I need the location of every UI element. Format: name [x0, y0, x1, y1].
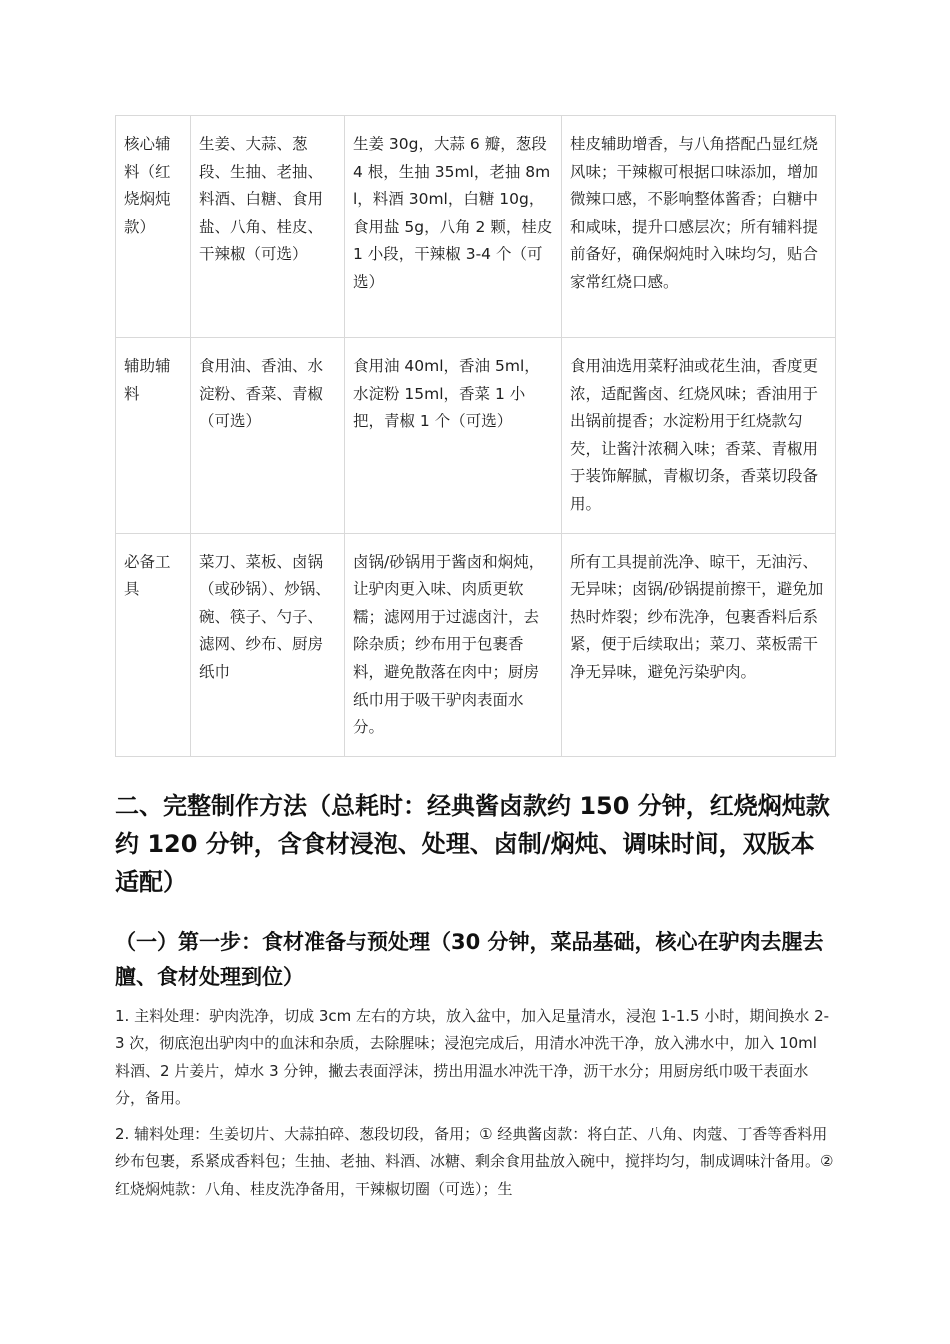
category-cell: 必备工具 [116, 533, 191, 756]
category-cell: 核心辅料（红烧焖炖款） [116, 116, 191, 338]
amounts-cell: 食用油 40ml，香油 5ml，水淀粉 15ml，香菜 1 小把，青椒 1 个（可选） [345, 338, 562, 534]
paragraph-auxiliary-ingredient: 2. 辅料处理：生姜切片、大蒜拍碎、葱段切段，备用；① 经典酱卤款：将白芷、八角、肉蔻、丁香等香料用纱布包裹，系紧成香料包；生抽、老抽、料酒、冰糖、剩余食用盐放入碗中，搅拌均匀，制成调味汁备用。② 红烧焖炖款：八角、桂皮洗净备用，干辣椒切圈（可选）；生 [115, 1124, 834, 1198]
table-row [116, 533, 836, 756]
ingredients-table [115, 115, 836, 757]
subsection-heading: （一）第一步：食材准备与预处理（30 分钟，菜品基础，核心在驴肉去腥去膻、食材处理到位） [115, 929, 824, 989]
items-cell: 菜刀、菜板、卤锅（或砂锅）、炒锅、碗、筷子、勺子、滤网、纱布、厨房纸巾 [191, 533, 345, 756]
amounts-cell: 卤锅/砂锅用于酱卤和焖炖，让驴肉更入味、肉质更软糯；滤网用于过滤卤汁，去除杂质；纱布用于包裹香料，避免散落在肉中；厨房纸巾用于吸干驴肉表面水分。 [345, 533, 562, 756]
table-row [116, 116, 836, 338]
category-cell: 辅助辅料 [116, 338, 191, 534]
amounts-cell: 生姜 30g，大蒜 6 瓣，葱段 4 根，生抽 35ml，老抽 8ml，料酒 30ml，白糖 10g，食用盐 5g，八角 2 颗，桂皮 1 小段，干辣椒 3-4 个（可选） [345, 116, 562, 338]
items-cell: 食用油、香油、水淀粉、香菜、青椒（可选） [191, 338, 345, 534]
paragraph-main-ingredient: 1. 主料处理：驴肉洗净，切成 3cm 左右的方块，放入盆中，加入足量清水，浸泡 1-1.5 小时，期间换水 2-3 次，彻底泡出驴肉中的血沫和杂质，去除腥味；浸泡完成后，用清水冲洗干净，放入沸水中，加入 10ml 料酒、2 片姜片，焯水 3 分钟，撇去表面浮沫，捞出用温水冲洗干净，沥干水分；用厨房纸巾吸干表面水分，备用。 [115, 1006, 830, 1108]
document-page [115, 115, 835, 1203]
notes-cell: 所有工具提前洗净、晾干，无油污、无异味；卤锅/砂锅提前擦干，避免加热时炸裂；纱布洗净，包裹香料后系紧，便于后续取出；菜刀、菜板需干净无异味，避免污染驴肉。 [562, 533, 836, 756]
section-heading: 二、完整制作方法（总耗时：经典酱卤款约 150 分钟，红烧焖炖款约 120 分钟，含食材浸泡、处理、卤制/焖炖、调味时间，双版本适配） [115, 791, 830, 896]
items-cell: 生姜、大蒜、葱段、生抽、老抽、料酒、白糖、食用盐、八角、桂皮、干辣椒（可选） [191, 116, 345, 338]
notes-cell: 食用油选用菜籽油或花生油，香度更浓，适配酱卤、红烧风味；香油用于出锅前提香；水淀粉用于红烧款勾芡，让酱汁浓稠入味；香菜、青椒用于装饰解腻，青椒切条，香菜切段备用。 [562, 338, 836, 534]
table-row [116, 338, 836, 534]
notes-cell: 桂皮辅助增香，与八角搭配凸显红烧风味；干辣椒可根据口味添加，增加微辣口感，不影响整体酱香；白糖中和咸味，提升口感层次；所有辅料提前备好，确保焖炖时入味均匀，贴合家常红烧口感。 [562, 116, 836, 338]
